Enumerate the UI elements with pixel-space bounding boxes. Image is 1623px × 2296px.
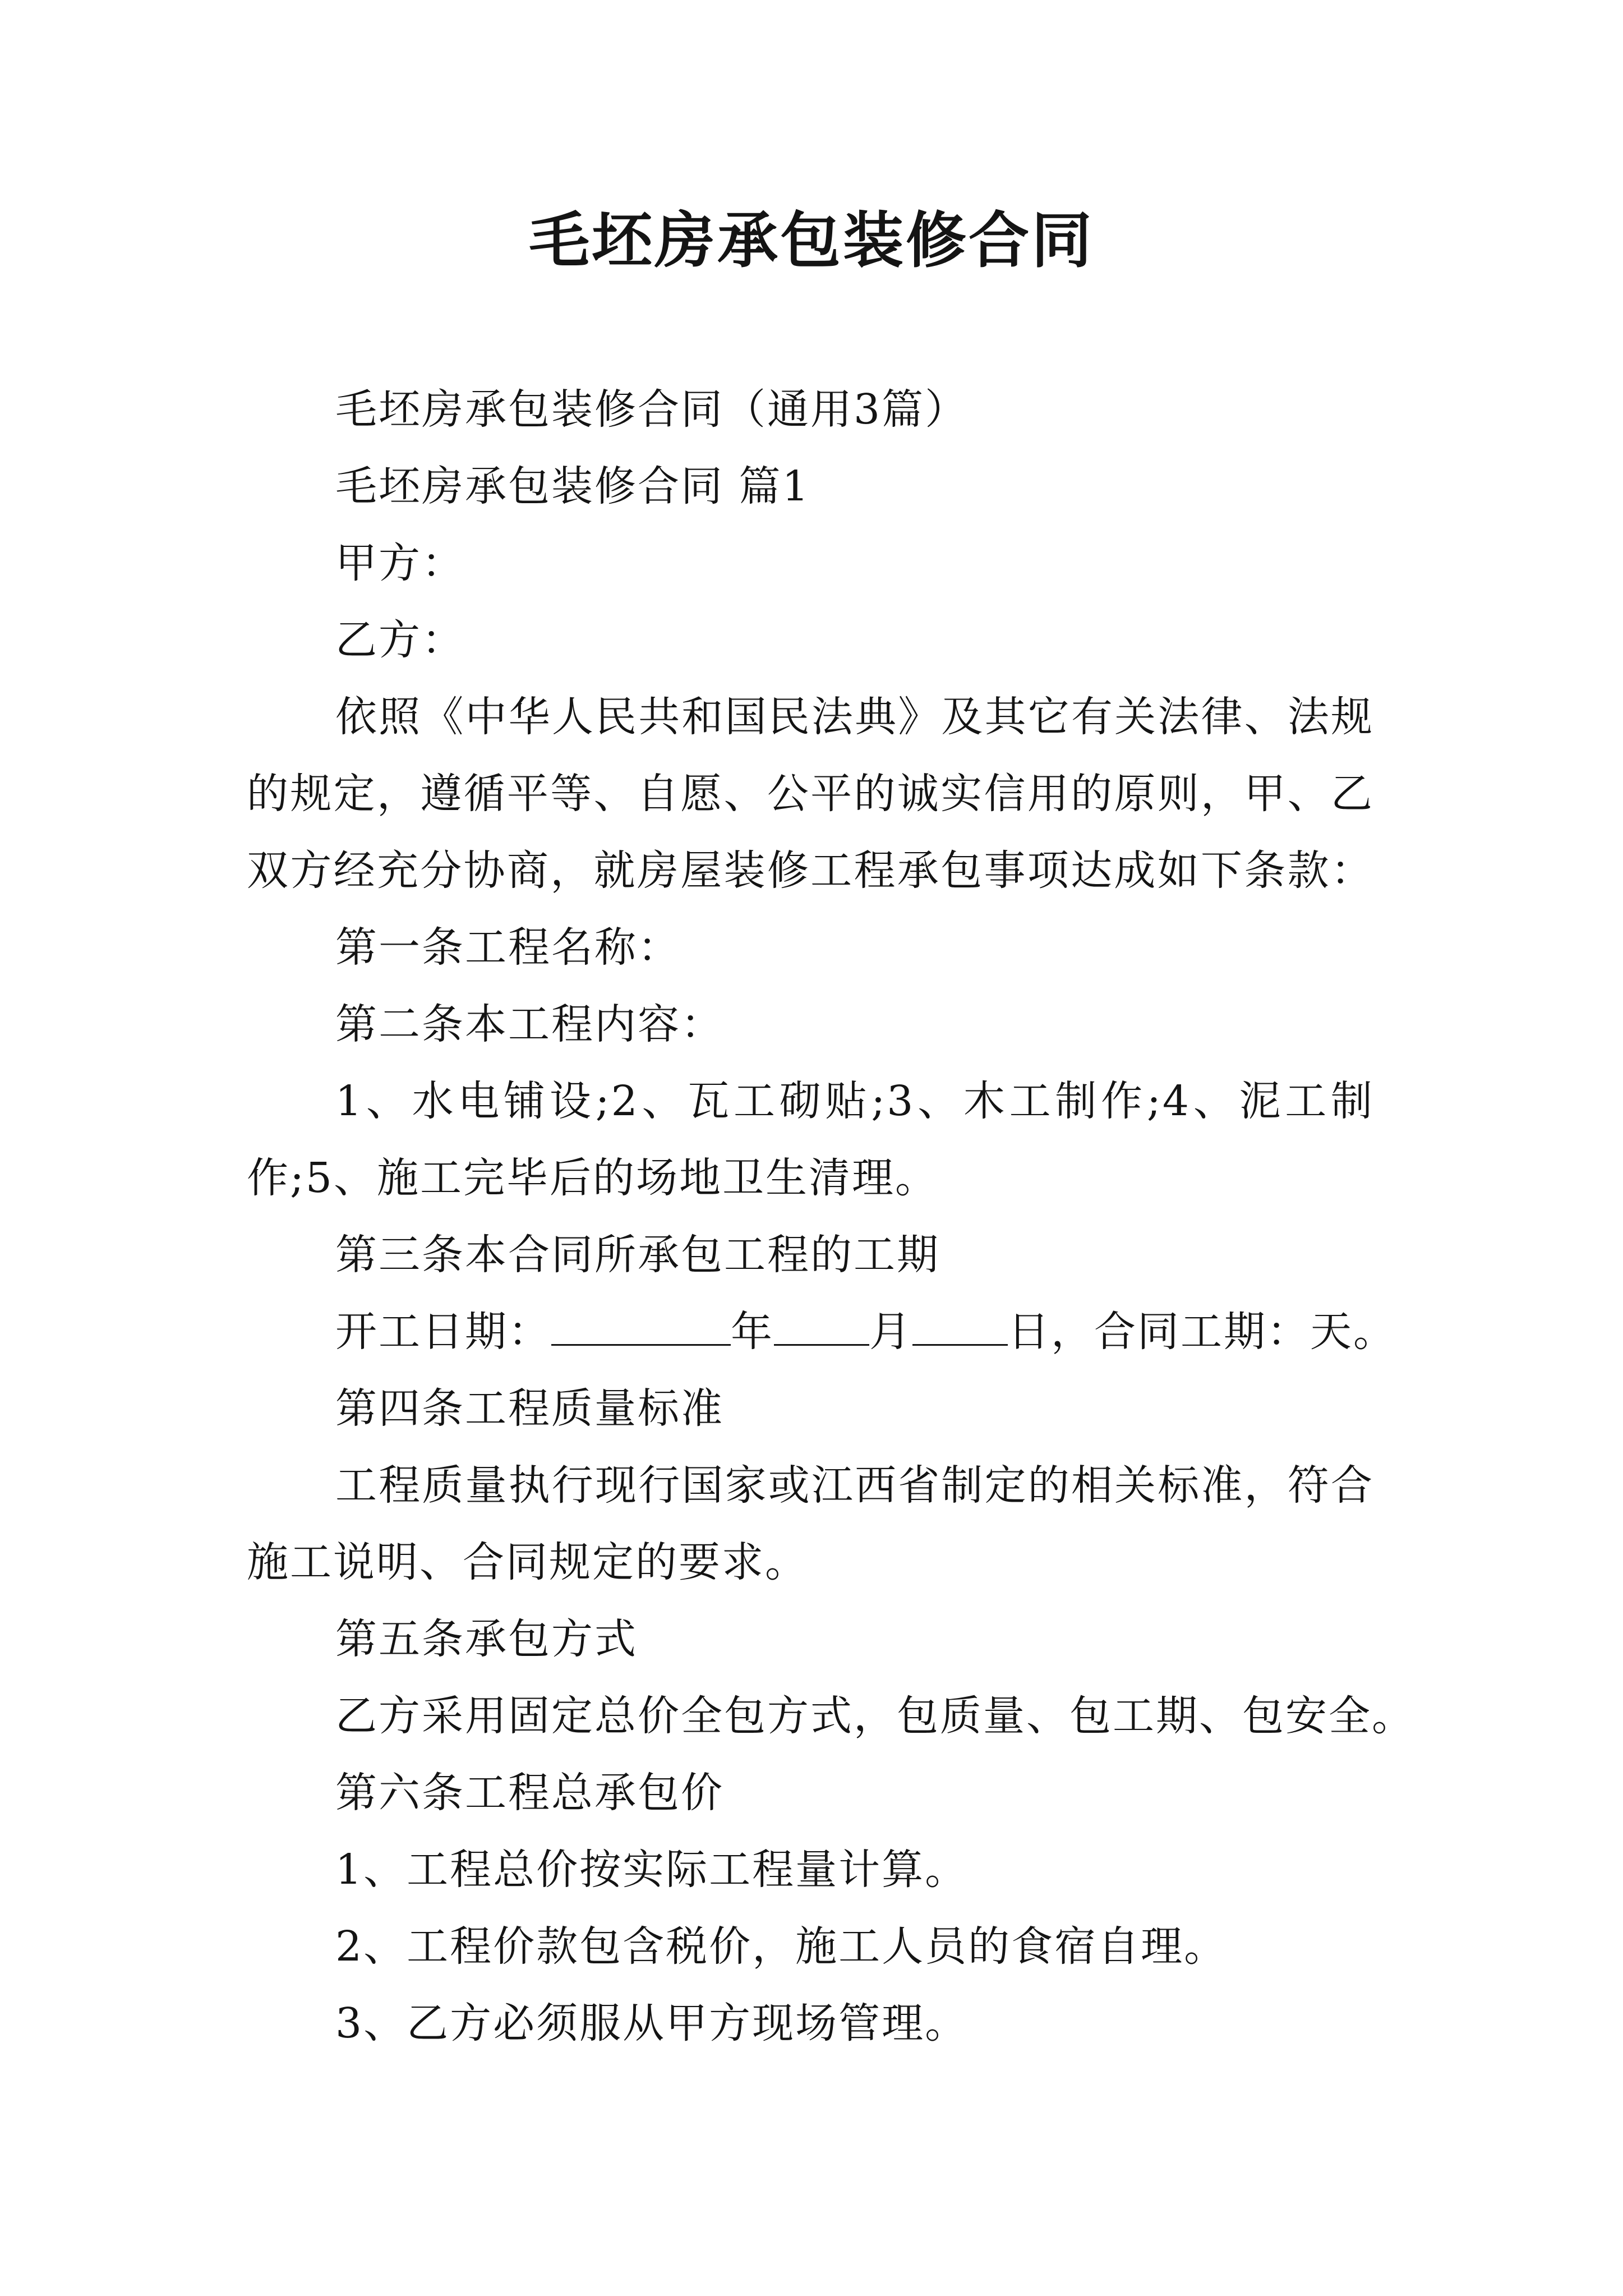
month-label: 月 xyxy=(869,1308,912,1356)
preamble-line-3: 双方经充分协商，就房屋装修工程承包事项达成如下条款： xyxy=(247,846,1374,895)
party-b-label: 乙方： xyxy=(335,616,465,664)
article-2-items-line-2: 作;5、施工完毕后的场地卫生清理。 xyxy=(247,1154,939,1202)
article-1-heading: 第一条工程名称： xyxy=(335,923,681,972)
party-a-label: 甲方： xyxy=(335,539,465,587)
month-blank xyxy=(774,1304,869,1346)
article-6-item-1: 1、工程总价按实际工程量计算。 xyxy=(335,1846,969,1894)
article-6-item-3: 3、乙方必须服从甲方现场管理。 xyxy=(335,1999,969,2047)
year-label: 年 xyxy=(731,1308,774,1356)
document-title: 毛坯房承包装修合同 xyxy=(528,206,1094,276)
article-5-text: 乙方采用固定总价全包方式，包质量、包工期、包安全。 xyxy=(335,1692,1415,1740)
article-2-items-line-1: 1、水电铺设;2、瓦工砌贴;3、木工制作;4、泥工制 xyxy=(335,1077,1374,1125)
article-2-heading: 第二条本工程内容： xyxy=(335,1000,724,1048)
article-4-text-line-2: 施工说明、合同规定的要求。 xyxy=(247,1538,808,1586)
article-6-heading: 第六条工程总承包价 xyxy=(335,1769,724,1817)
day-and-period-label: 日，合同工期：天。 xyxy=(1008,1308,1396,1356)
article-3-heading: 第三条本合同所承包工程的工期 xyxy=(335,1231,940,1279)
year-blank xyxy=(551,1304,731,1346)
article-4-text-line-1: 工程质量执行现行国家或江西省制定的相关标准，符合 xyxy=(335,1461,1374,1510)
start-date-label: 开工日期： xyxy=(335,1308,551,1356)
preamble-line-2: 的规定，遵循平等、自愿、公平的诚实信用的原则，甲、乙 xyxy=(247,770,1374,818)
document-subtitle: 毛坯房承包装修合同（通用3篇） xyxy=(335,385,969,434)
day-blank xyxy=(912,1304,1008,1346)
article-5-heading: 第五条承包方式 xyxy=(335,1615,638,1663)
start-date-line xyxy=(335,1304,1396,1360)
section-heading: 毛坯房承包装修合同 篇1 xyxy=(335,462,810,510)
article-4-heading: 第四条工程质量标准 xyxy=(335,1384,724,1433)
article-6-item-2: 2、工程价款包含税价，施工人员的食宿自理。 xyxy=(335,1922,1228,1971)
preamble-line-1: 依照《中华人民共和国民法典》及其它有关法律、法规 xyxy=(335,693,1374,741)
